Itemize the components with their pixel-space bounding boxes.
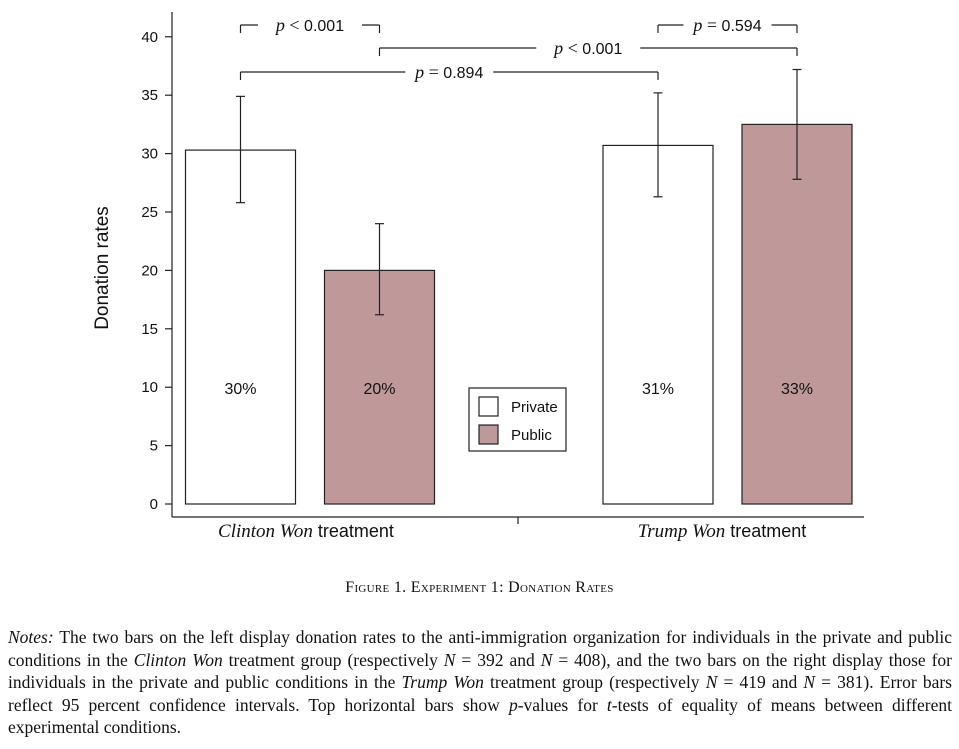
figure-caption: Figure 1. Experiment 1: Donation Rates bbox=[345, 579, 614, 596]
figure-notes bbox=[8, 626, 952, 739]
y-tick-label: 10 bbox=[141, 379, 158, 397]
bar-value-label: 20% bbox=[363, 381, 396, 398]
notes-italic: p bbox=[508, 694, 518, 715]
bar-public bbox=[742, 124, 852, 504]
p-value-label: p < 0.001 bbox=[554, 38, 623, 58]
notes-text: = 408), and the two bars on the right display those for individuals in the private and public conditions in the bbox=[8, 649, 953, 692]
legend-label: Public bbox=[511, 427, 552, 444]
y-tick-label: 0 bbox=[149, 496, 158, 513]
notes-italic: Clinton Won bbox=[133, 649, 223, 670]
y-axis-label: Donation rates bbox=[92, 206, 113, 330]
bar-private bbox=[603, 145, 713, 504]
y-tick-label: 15 bbox=[141, 320, 158, 338]
notes-italic: N bbox=[705, 672, 718, 692]
y-tick-label: 30 bbox=[141, 145, 158, 163]
notes-text: = 392 and bbox=[455, 649, 541, 670]
x-category-label: Clinton Won treatment bbox=[218, 521, 394, 542]
notes-text: treatment group (respectively bbox=[222, 649, 444, 670]
p-value-label: p < 0.001 bbox=[275, 15, 345, 35]
p-value-label: p = 0.594 bbox=[693, 15, 762, 35]
notes-italic: N bbox=[540, 649, 553, 670]
notes-text: -values for bbox=[517, 694, 607, 715]
notes-text: The two bars on the left display donation rates to the anti-immigration organization for individuals in the private and public conditions in the bbox=[8, 627, 952, 670]
p-value-label: p = 0.894 bbox=[415, 62, 484, 82]
x-category-label: Trump Won treatment bbox=[637, 521, 807, 542]
notes-text: -tests of equality of means between different experimental conditions. bbox=[8, 694, 952, 737]
notes-text: = 381). Error bars reflect 95 percent confidence intervals. Top horizontal bars show bbox=[8, 672, 952, 715]
y-tick-label: 20 bbox=[141, 262, 158, 280]
y-tick-label: 25 bbox=[141, 204, 158, 221]
notes-label: Notes: bbox=[8, 627, 54, 647]
notes-italic: N bbox=[443, 649, 456, 670]
notes-italic: t bbox=[606, 694, 612, 715]
notes-italic: Trump Won bbox=[401, 672, 484, 692]
notes-text: treatment group (respectively bbox=[483, 672, 706, 692]
legend-swatch-private bbox=[479, 397, 498, 416]
legend-label: Private bbox=[511, 399, 558, 416]
notes-text: = 419 and bbox=[717, 672, 804, 692]
bar-value-label: 31% bbox=[641, 381, 675, 398]
bar-value-label: 33% bbox=[780, 381, 814, 398]
y-tick-label: 40 bbox=[141, 28, 158, 46]
y-tick-label: 5 bbox=[149, 437, 158, 455]
y-tick-label: 35 bbox=[141, 87, 158, 105]
notes-italic: N bbox=[803, 672, 816, 692]
bar-value-label: 30% bbox=[224, 381, 257, 398]
legend-swatch-public bbox=[479, 425, 498, 444]
